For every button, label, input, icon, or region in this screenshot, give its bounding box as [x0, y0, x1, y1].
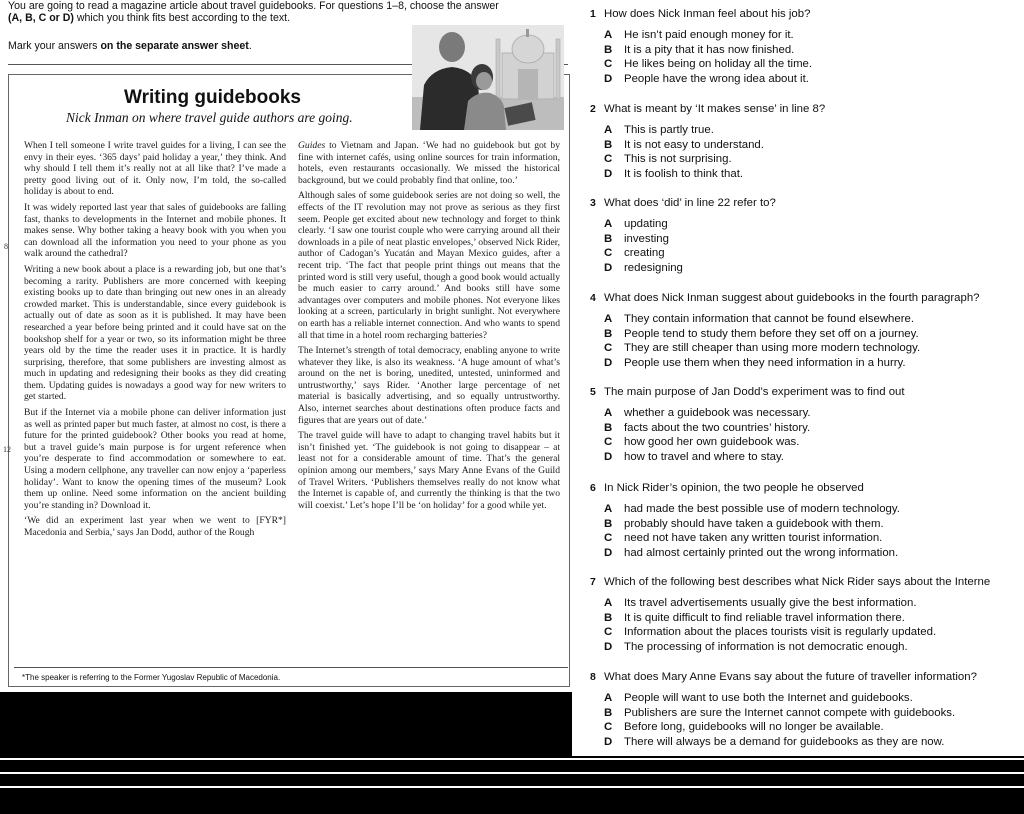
option-letter: B: [604, 327, 613, 340]
option-letter: A: [604, 407, 613, 419]
question-text: The main purpose of Jan Dodd’s experiment was to find out: [604, 386, 905, 398]
option-letter: C: [604, 58, 613, 71]
option-letter: D: [604, 546, 613, 559]
question-4: [590, 292, 980, 304]
option-letter: C: [604, 436, 613, 449]
option-text: They contain information that cannot be found elsewhere.: [624, 313, 915, 325]
answer-option[interactable]: [604, 735, 955, 750]
option-letter: A: [604, 313, 613, 325]
answer-option[interactable]: [604, 167, 764, 182]
question-5: [590, 386, 905, 398]
answer-option[interactable]: [604, 217, 683, 232]
tourists-photo: [412, 25, 564, 130]
option-text: He likes being on holiday all the time.: [624, 58, 813, 71]
answer-option[interactable]: [604, 246, 683, 261]
question-1-options: [604, 28, 812, 86]
answer-option[interactable]: [604, 341, 920, 356]
question-1: [590, 8, 810, 20]
question-number: 3: [590, 197, 596, 209]
question-6: [590, 482, 864, 494]
answer-option[interactable]: [604, 502, 900, 517]
option-letter: B: [604, 421, 613, 434]
option-text: It is quite difficult to find reliable travel information there.: [624, 611, 905, 624]
option-text: whether a guidebook was necessary.: [624, 407, 811, 419]
option-letter: C: [604, 247, 613, 260]
answer-option[interactable]: [604, 531, 900, 546]
question-3: [590, 197, 776, 209]
question-text: What is meant by ‘It makes sense’ in line 8?: [604, 103, 826, 115]
option-letter: B: [604, 611, 613, 624]
paragraph: [298, 140, 560, 186]
answer-option[interactable]: [604, 57, 812, 72]
answer-option[interactable]: [604, 152, 764, 167]
answer-option[interactable]: [604, 625, 936, 640]
option-letter: D: [604, 356, 613, 369]
paragraph: The travel guide will have to adapt to changing travel habits but it isn’t finished yet. ‘The guidebook is not going to disappear – at least not for a considerable amount of time. That’s the general opinion among our members,’ says Mary Anne Evans of the Guild of Travel Writers. ‘Publishers themselves really do not know what the Internet is capable of, and currently the thinking is that the two will coexist.’ Let’s hope I’ll be ‘on holiday’ for a good while yet.: [298, 430, 560, 511]
paragraph: When I tell someone I write travel guides for a living, I can see the envy in their eyes. ‘365 days’ paid holiday a year,’ they think. And why should I tell them it’s really not at all like that? I’ve made a pretty good living out of it. Only now, I’m told, the so-called holiday is about to end.: [24, 140, 286, 198]
paragraph: It was widely reported last year that sales of guidebooks are falling fast, thanks to developments in the Internet and mobile phones. It makes sense. Why bother taking a heavy book with you when you can download all the information you need to your phone as you walk around the cathedral?: [24, 201, 286, 260]
question-5-options: [604, 406, 811, 464]
answer-option[interactable]: [604, 138, 764, 153]
option-text: updating: [624, 218, 668, 230]
option-text: There will always be a demand for guidebooks as they are now.: [624, 735, 945, 748]
instructions-line1: You are going to read a magazine article about travel guidebooks. For questions 1–8, choose the answer: [8, 0, 499, 12]
answer-option[interactable]: [604, 356, 920, 371]
option-letter: D: [604, 261, 613, 274]
answer-option[interactable]: [604, 720, 955, 735]
question-7-options: [604, 596, 936, 654]
paragraph-rest: to Vietnam and Japan. ‘We had no guidebook but got by fine with internet cafés, using online sources for train information, hotels, even restaurants occasionally. We missed the historical background, but we could probably find that online, too.’: [298, 140, 560, 186]
option-text: It is foolish to think that.: [624, 167, 744, 180]
questions-panel: [572, 0, 1024, 756]
paragraph: But if the Internet via a mobile phone can deliver information just as well as printed paper but much faster, at almost no cost, is there a future for the printed guidebook? Other books you read at home, but a travel guide’s main purpose is for urgent reference when you’re desperate to find accommodation or somewhere to eat. Using a modern cellphone, any traveller can now enjoy a ‘paperless holiday’. Want to know the opening times of the museum? Look them up online. Need some information on the ancient building you’re standing in? Download it.: [24, 407, 286, 511]
option-text: The processing of information is not democratic enough.: [624, 640, 908, 653]
question-number: 2: [590, 103, 596, 115]
article-page: [0, 0, 572, 692]
option-text: had almost certainly printed out the wrong information.: [624, 546, 899, 559]
option-text: Information about the places tourists visit is regularly updated.: [624, 626, 937, 639]
question-text: In Nick Rider’s opinion, the two people he observed: [604, 482, 864, 494]
option-text: Its travel advertisements usually give the best information.: [624, 597, 917, 609]
tourists-photo-illustration: [412, 25, 564, 130]
answer-option[interactable]: [604, 261, 683, 276]
question-4-options: [604, 312, 920, 370]
question-number: 1: [590, 8, 596, 20]
scan-line: [0, 772, 1024, 774]
answer-option[interactable]: [604, 611, 936, 626]
redaction-band: [0, 692, 572, 814]
footnote-divider: [14, 667, 568, 668]
question-text: What does Nick Inman suggest about guidebooks in the fourth paragraph?: [604, 292, 980, 304]
article-column-2: [298, 140, 560, 515]
option-text: This is partly true.: [624, 124, 714, 136]
guides-italic: Guides: [298, 140, 326, 151]
option-text: He isn’t paid enough money for it.: [624, 29, 794, 41]
answer-option[interactable]: [604, 435, 811, 450]
option-letter: C: [604, 626, 613, 639]
question-3-options: [604, 217, 683, 275]
paragraph: Writing a new book about a place is a rewarding job, but one that’s becoming a rarity. Publishers are more concerned with keeping existing books up to date than bringing out new ones in an already crowded market. This is understandable, since every guidebook is actually out of date as soon as it is published. It may have been researched a year before being printed and it could have sat on the bookshop shelf for a year or two, so its information might be three years old by the time the reader uses it in practice. It is hardly surprising, therefore, that some publishers are investing almost as much in updating and redesigning their books as they did creating them. Updating guides is nowadays a good way for new writers to get started.: [24, 263, 286, 403]
article-column-1: [24, 140, 286, 543]
answer-option[interactable]: [604, 28, 812, 43]
redaction-band: [572, 756, 1024, 814]
option-letter: D: [604, 72, 613, 85]
option-text: They are still cheaper than using more modern technology.: [624, 342, 921, 355]
option-text: Publishers are sure the Internet cannot compete with guidebooks.: [624, 706, 956, 719]
question-7: [590, 576, 990, 588]
option-text: It is not easy to understand.: [624, 138, 764, 151]
question-number: 6: [590, 482, 596, 494]
question-8-options: [604, 691, 955, 749]
instructions: [8, 0, 568, 24]
option-letter: D: [604, 167, 613, 180]
paragraph: Although sales of some guidebook series are not doing so well, the effects of the IT revolution may not prove as serious as they first seem. People get excited about new technology and forget to think clearly. ‘I saw one tourist couple who were carrying around all their downloads in a pile of neat plastic envelopes,’ observed Nick Rider, author of Cadogan’s Yucatán and Mayan Mexico guides, after a recent trip. ‘The fact that people print things out means that the printed word is still very useful, though a good book would actually be much easier to carry around.’ And books still have some advantages over computers and mobile phones. Not everyone likes looking at a screen, particularly in bright sunlight. Not everywhere on earth has a reliable internet connection. And who wants to spend all that time in a hotel room recharging batteries?: [298, 190, 560, 341]
answer-option[interactable]: [604, 232, 683, 247]
answer-option[interactable]: [604, 72, 812, 87]
option-letter: A: [604, 692, 613, 704]
option-letter: C: [604, 153, 613, 166]
question-text: What does Mary Anne Evans say about the future of traveller information?: [604, 671, 977, 683]
scan-line: [0, 786, 1024, 788]
option-letter: D: [604, 450, 613, 463]
option-text: facts about the two countries’ history.: [624, 421, 811, 434]
answer-option[interactable]: [604, 596, 936, 611]
answer-option[interactable]: [604, 123, 764, 138]
option-text: redesigning: [624, 261, 683, 274]
answer-choices-label: (A, B, C or D): [8, 12, 74, 24]
option-letter: C: [604, 721, 613, 734]
option-letter: B: [604, 706, 613, 719]
option-text: had made the best possible use of modern technology.: [624, 503, 900, 515]
question-number: 7: [590, 576, 596, 588]
answer-option[interactable]: [604, 43, 812, 58]
option-letter: B: [604, 517, 613, 530]
scan-line: [0, 758, 1024, 760]
mark-answers-instruction: [8, 40, 252, 52]
question-number: 4: [590, 292, 596, 304]
line-number-12: 12: [3, 445, 11, 454]
line-number-8: 8: [4, 242, 8, 251]
option-text: how to travel and where to stay.: [624, 450, 784, 463]
option-text: People use them when they need information in a hurry.: [624, 356, 906, 369]
option-text: creating: [624, 247, 665, 260]
option-letter: D: [604, 735, 613, 748]
option-letter: B: [604, 232, 613, 245]
answer-option[interactable]: [604, 640, 936, 655]
option-text: People will want to use both the Internet and guidebooks.: [624, 692, 913, 704]
question-number: 8: [590, 671, 596, 683]
mark-pre: Mark your answers: [8, 40, 101, 52]
question-text: How does Nick Inman feel about his job?: [604, 8, 811, 20]
answer-option[interactable]: [604, 517, 900, 532]
option-text: People have the wrong idea about it.: [624, 72, 809, 85]
option-text: probably should have taken a guidebook with them.: [624, 517, 884, 530]
answer-option[interactable]: [604, 327, 920, 342]
article-subtitle: Nick Inman on where travel guide authors are going.: [66, 110, 353, 125]
answer-option[interactable]: [604, 312, 920, 327]
option-text: Before long, guidebooks will no longer be available.: [624, 721, 884, 734]
option-text: It is a pity that it has now finished.: [624, 43, 795, 56]
question-2: [590, 103, 825, 115]
option-text: how good her own guidebook was.: [624, 436, 800, 449]
instructions-line2: which you think fits best according to the text.: [73, 12, 291, 24]
option-text: People tend to study them before they set off on a journey.: [624, 327, 919, 340]
paragraph: The Internet’s strength of total democracy, enabling anyone to write whatever they like, is also its weakness. ‘A huge amount of what’s around on the net is boring, unedited, untested, uninformed and untrustworthy,’ says Rider. ‘Another large percentage of net material is basically advertising, and so equally untrustworthy. Also, internet searches about destinations often produce facts and figures that are years out of date.’: [298, 345, 560, 426]
answer-option[interactable]: [604, 706, 955, 721]
question-2-options: [604, 123, 764, 181]
answer-option[interactable]: [604, 421, 811, 436]
option-letter: B: [604, 138, 613, 151]
option-letter: A: [604, 218, 613, 230]
option-letter: D: [604, 640, 613, 653]
option-text: investing: [624, 232, 669, 245]
option-letter: A: [604, 124, 613, 136]
question-text: Which of the following best describes what Nick Rider says about the Interne: [604, 576, 991, 588]
option-letter: A: [604, 597, 613, 609]
mark-post: .: [248, 40, 252, 52]
option-letter: C: [604, 532, 613, 545]
answer-option[interactable]: [604, 450, 811, 465]
answer-option[interactable]: [604, 406, 811, 421]
option-letter: B: [604, 43, 613, 56]
answer-option[interactable]: [604, 691, 955, 706]
mark-bold: on the separate answer sheet: [100, 40, 249, 52]
article-title: Writing guidebooks: [124, 87, 301, 108]
question-6-options: [604, 502, 900, 560]
option-text: need not have taken any written tourist information.: [624, 532, 883, 545]
paragraph: ‘We did an experiment last year when we went to [FYR*] Macedonia and Serbia,’ says Jan Dodd, author of the Rough: [24, 515, 286, 538]
option-letter: A: [604, 503, 613, 515]
answer-option[interactable]: [604, 546, 900, 561]
question-number: 5: [590, 386, 596, 398]
footnote: *The speaker is referring to the Former Yugoslav Republic of Macedonia.: [22, 673, 281, 682]
option-letter: C: [604, 342, 613, 355]
option-text: This is not surprising.: [624, 153, 732, 166]
option-letter: A: [604, 29, 613, 41]
question-text: What does ‘did’ in line 22 refer to?: [604, 197, 776, 209]
question-8: [590, 671, 977, 683]
